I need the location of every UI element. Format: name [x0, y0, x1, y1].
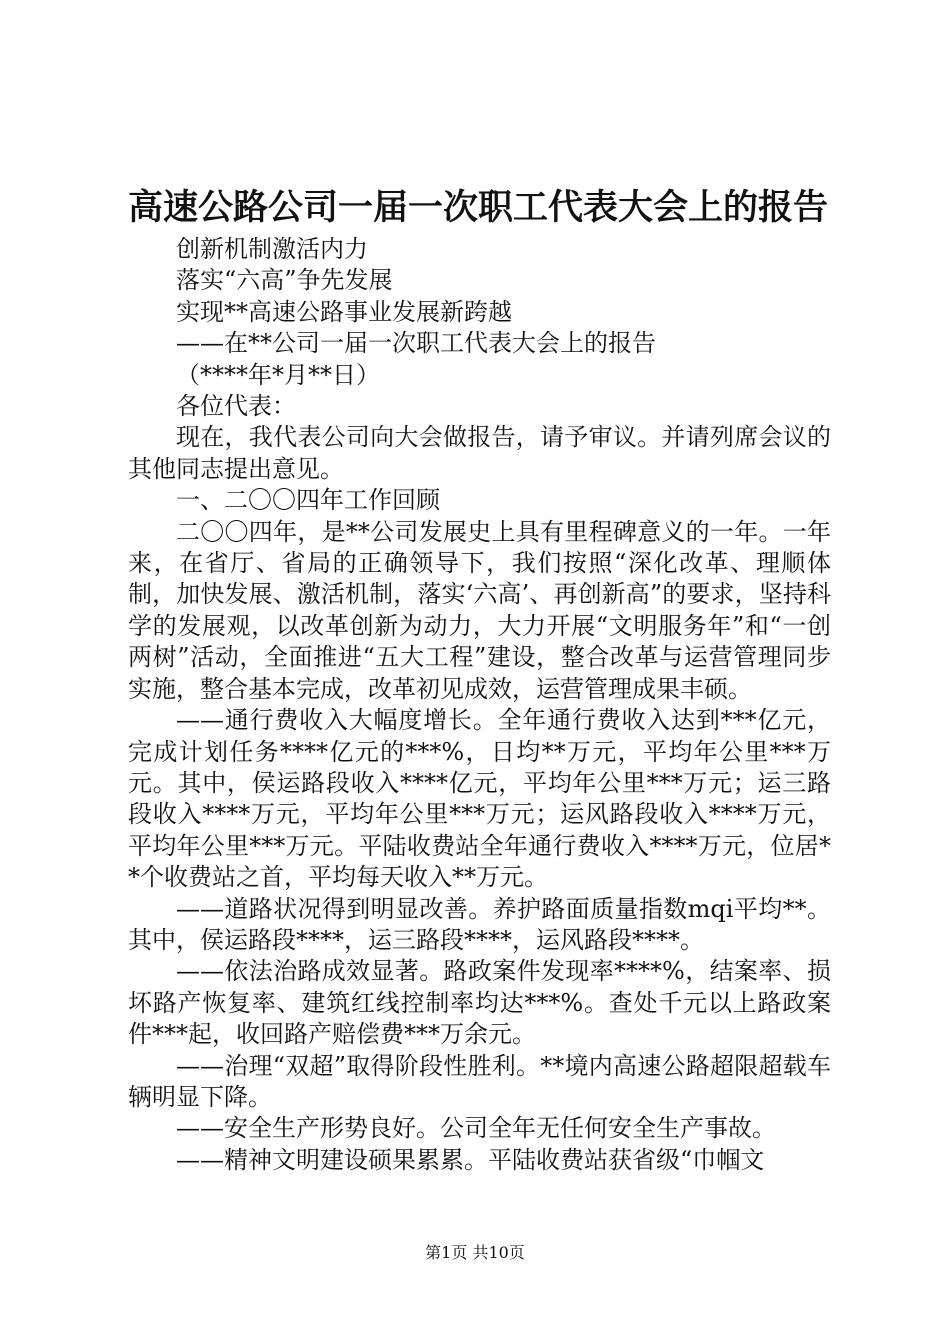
paragraph-road-law: ——依法治路成效显著。路政案件发现率****%，结案率、损坏路产恢复率、建筑红线控制率均达***%。查处千元以上路政案件***起，收回路产赔偿费***万余元。 [128, 957, 831, 1049]
paragraph-subtitle-1: 创新机制激活内力 [176, 235, 368, 263]
document-title: 高速公路公司一届一次职工代表大会上的报告 [128, 187, 829, 228]
paragraph-date: （****年*月**日） [176, 360, 380, 389]
document-body [128, 234, 831, 1176]
paragraph-overload: ——治理“双超”取得阶段性胜利。**境内高速公路超限超载车辆明显下降。 [128, 1051, 831, 1111]
paragraph-salutation: 各位代表： [176, 392, 296, 421]
page-footer: 第1页 共10页 [425, 1243, 525, 1262]
paragraph-review: 二〇〇四年，是**公司发展史上具有里程碑意义的一年。一年来，在省厅、省局的正确领导下，我们按照“深化改革、理顺体制，加快发展、激活机制，落实‘六高’、再创新高”的要求，坚持科学的发展观，以改革创新为动力，大力开展“文明服务年”和“一创两树”活动，全面推进“五大工程”建设，整合改革与运营管理同步实施，整合基本完成，改革初见成效，运营管理成果丰硕。 [128, 517, 831, 703]
paragraph-road-condition: ——道路状况得到明显改善。养护路面质量指数mqi平均**。其中，侯运路段****，运三路段****，运风路段****。 [128, 894, 831, 954]
paragraph-safety: ——安全生产形势良好。公司全年无任何安全生产事故。 [176, 1114, 776, 1143]
paragraph-subtitle-4: ——在**公司一届一次职工代表大会上的报告 [176, 329, 656, 358]
paragraph-toll-revenue: ——通行费收入大幅度增长。全年通行费收入达到***亿元，完成计划任务****亿元的***%，日均**万元，平均年公里***万元。其中，侯运路段收入****亿元，平均年公里***万元；运三路段收入****万元，平均年公里***万元；运风路段收入****万元，平均年公里***万元。平陆收费站全年通行费收入****万元，位居**个收费站之首，平均每天收入**万元。 [128, 706, 831, 892]
paragraph-subtitle-3: 实现**高速公路事业发展新跨越 [176, 297, 512, 326]
section-heading: 一、二〇〇四年工作回顾 [176, 486, 440, 515]
paragraph-civilization: ——精神文明建设硕果累累。平陆收费站获省级“巾帼文 [176, 1145, 765, 1174]
paragraph-opening: 现在，我代表公司向大会做报告，请予审议。并请列席会议的其他同志提出意见。 [128, 423, 831, 483]
paragraph-subtitle-2: 落实“六高”争先发展 [176, 266, 393, 295]
